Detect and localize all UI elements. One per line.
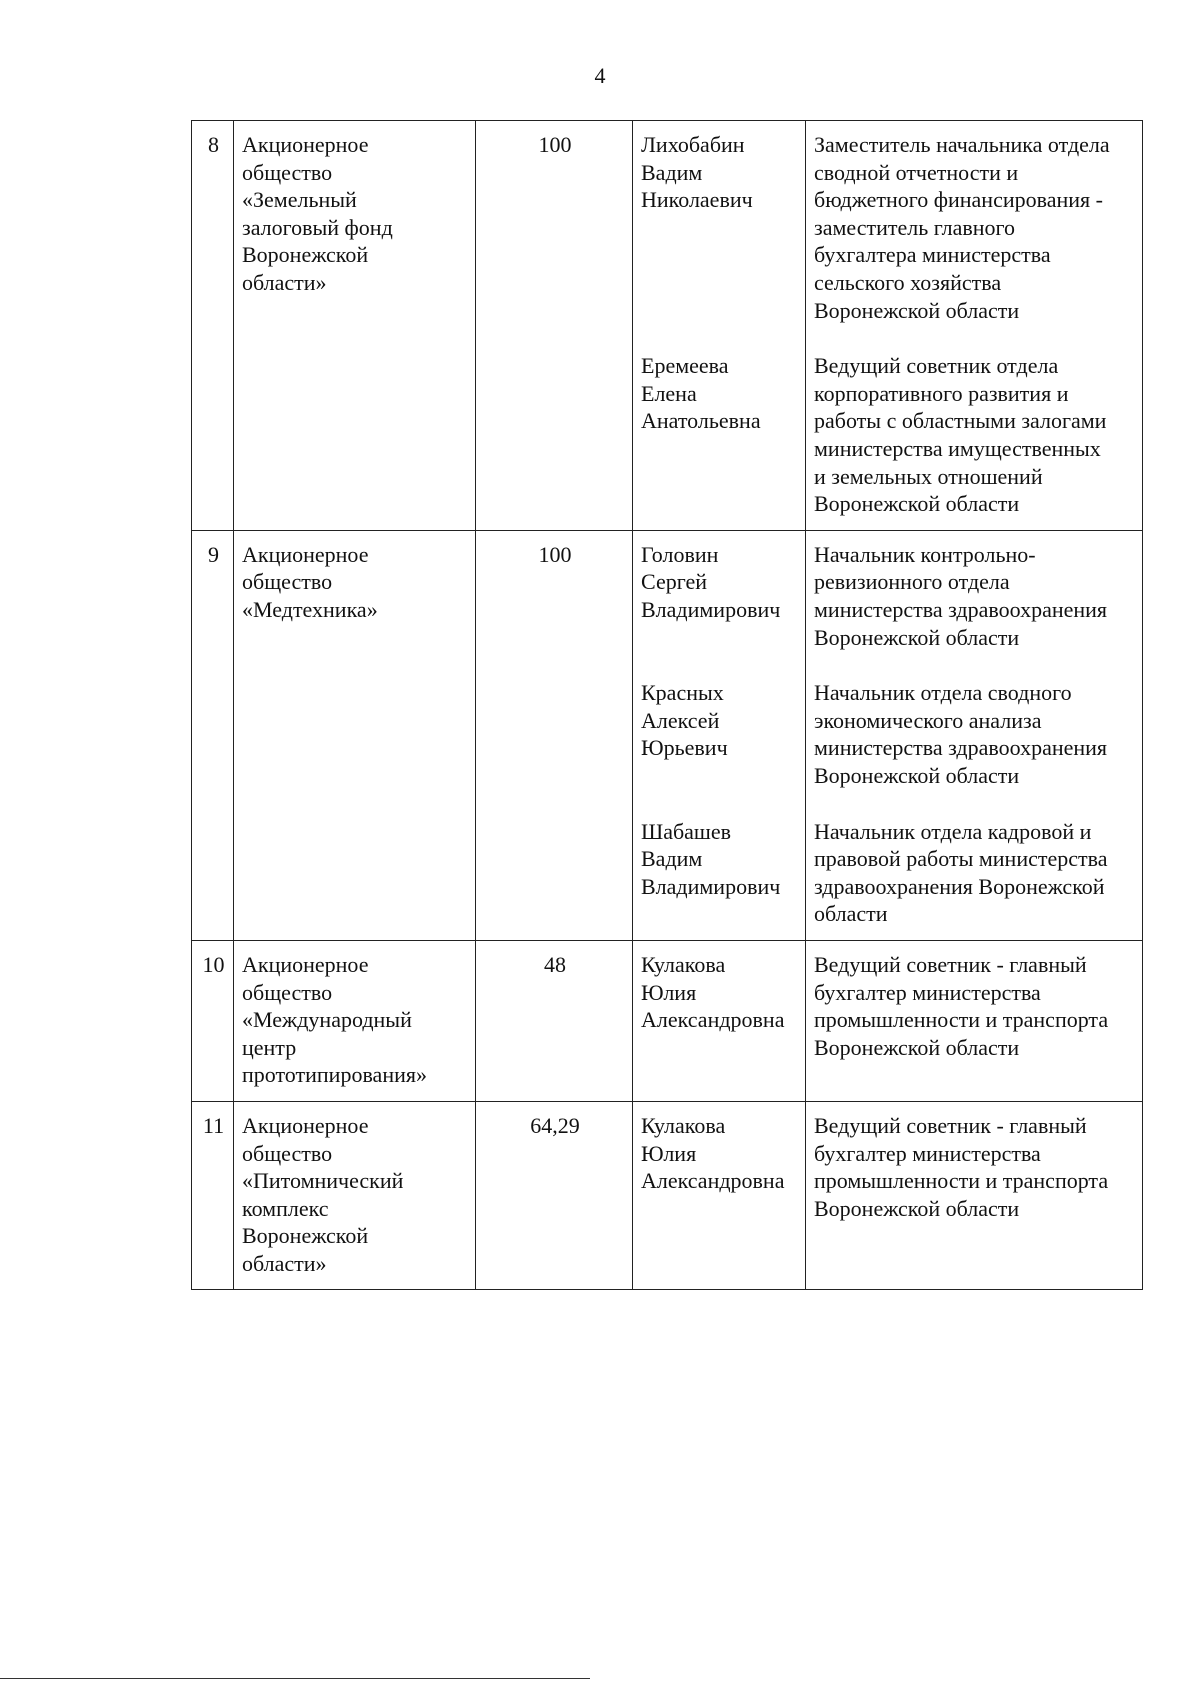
- representative-position: [814, 679, 1136, 789]
- share-percent: 100: [476, 530, 633, 940]
- position-line: бухгалтера министерства: [814, 242, 1051, 268]
- position-line: министерства здравоохранения: [814, 735, 1108, 761]
- position-line: экономического анализа: [814, 707, 1042, 733]
- position-line: Воронежской области: [814, 297, 1020, 323]
- organization-line: «Медтехника»: [242, 596, 378, 622]
- organization-name: [234, 530, 476, 940]
- position-line: работы с областными залогами: [814, 408, 1107, 434]
- organization-line: Акционерное: [242, 951, 369, 977]
- name-line: Алексей: [641, 707, 720, 733]
- position-line: Начальник контрольно-: [814, 541, 1036, 567]
- name-line: Елена: [641, 380, 697, 406]
- position-line: Начальник отдела кадровой и: [814, 818, 1092, 844]
- representative-position: [814, 951, 1136, 1061]
- representative-name: [641, 131, 799, 324]
- position-line: Начальник отдела сводного: [814, 680, 1072, 706]
- organization-line: Акционерное: [242, 541, 369, 567]
- representative-names: [633, 530, 806, 940]
- position-line: промышленности и транспорта: [814, 1168, 1109, 1194]
- position-line: Ведущий советник - главный: [814, 951, 1087, 977]
- name-line: Еремеева: [641, 353, 729, 379]
- position-line: и земельных отношений: [814, 463, 1043, 489]
- row-number: 11: [192, 1101, 234, 1290]
- name-line: Юлия: [641, 1140, 697, 1166]
- organization-line: Воронежской: [242, 1223, 369, 1249]
- organization-line: общество: [242, 159, 333, 185]
- representative-name: [641, 951, 799, 1061]
- organization-line: «Международный: [242, 1007, 412, 1033]
- name-line: Юлия: [641, 979, 697, 1005]
- position-line: промышленности и транспорта: [814, 1007, 1109, 1033]
- position-line: бухгалтер министерства: [814, 1140, 1041, 1166]
- organization-line: комплекс: [242, 1195, 329, 1221]
- name-line: Вадим: [641, 846, 703, 872]
- name-line: Шабашев: [641, 818, 732, 844]
- position-line: Воронежской области: [814, 1195, 1020, 1221]
- representative-names: [633, 1101, 806, 1290]
- table-row: [192, 121, 1143, 531]
- representative-name: [641, 818, 799, 928]
- table-row: [192, 530, 1143, 940]
- footer-rule: [0, 1678, 590, 1679]
- row-number: 10: [192, 940, 234, 1101]
- position-line: министерства здравоохранения: [814, 596, 1108, 622]
- representative-positions: [806, 530, 1143, 940]
- name-line: Кулакова: [641, 951, 726, 977]
- position-line: бюджетного финансирования -: [814, 187, 1103, 213]
- name-line: Александровна: [641, 1168, 785, 1194]
- representative-position: [814, 818, 1136, 928]
- position-line: министерства имущественных: [814, 435, 1101, 461]
- share-percent: 100: [476, 121, 633, 531]
- position-line: сельского хозяйства: [814, 269, 1002, 295]
- representative-positions: [806, 121, 1143, 531]
- organization-line: области»: [242, 269, 327, 295]
- position-line: ревизионного отдела: [814, 569, 1010, 595]
- name-line: Юрьевич: [641, 735, 728, 761]
- organization-line: области»: [242, 1250, 327, 1276]
- position-line: Воронежской области: [814, 491, 1020, 517]
- organization-line: Акционерное: [242, 132, 369, 157]
- representative-position: [814, 131, 1136, 324]
- representative-names: [633, 121, 806, 531]
- position-line: Ведущий советник отдела: [814, 353, 1059, 379]
- organization-line: «Земельный: [242, 187, 357, 213]
- name-line: Александровна: [641, 1007, 785, 1033]
- representative-name: [641, 679, 799, 789]
- organization-line: Воронежской: [242, 242, 369, 268]
- organization-line: центр: [242, 1034, 297, 1060]
- position-line: Воронежской области: [814, 624, 1020, 650]
- position-line: Воронежской области: [814, 1034, 1020, 1060]
- name-line: Вадим: [641, 159, 703, 185]
- organization-line: залоговый фонд: [242, 214, 393, 240]
- organization-line: общество: [242, 1140, 333, 1166]
- organization-line: общество: [242, 569, 333, 595]
- representative-name: [641, 352, 799, 518]
- organization-name: [234, 121, 476, 531]
- position-line: корпоративного развития и: [814, 380, 1069, 406]
- name-line: Анатольевна: [641, 408, 761, 434]
- position-line: заместитель главного: [814, 214, 1016, 240]
- name-line: Николаевич: [641, 187, 753, 213]
- position-line: правовой работы министерства: [814, 846, 1108, 872]
- row-number: 9: [192, 530, 234, 940]
- representative-position: [814, 352, 1136, 518]
- name-line: Сергей: [641, 569, 707, 595]
- name-line: Кулакова: [641, 1112, 726, 1138]
- table-row: [192, 1101, 1143, 1290]
- position-line: здравоохранения Воронежской: [814, 873, 1105, 899]
- representative-positions: [806, 940, 1143, 1101]
- representative-position: [814, 541, 1136, 651]
- organization-line: прототипирования»: [242, 1062, 427, 1088]
- organization-name: [234, 1101, 476, 1290]
- position-line: бухгалтер министерства: [814, 979, 1041, 1005]
- name-line: Головин: [641, 541, 719, 567]
- name-line: Владимирович: [641, 596, 781, 622]
- representative-positions: [806, 1101, 1143, 1290]
- table-row: [192, 940, 1143, 1101]
- representative-names: [633, 940, 806, 1101]
- position-line: Ведущий советник - главный: [814, 1112, 1087, 1138]
- organization-line: «Питомнический: [242, 1168, 404, 1194]
- page-number: 4: [594, 63, 606, 88]
- position-line: области: [814, 901, 888, 927]
- row-number: 8: [192, 121, 234, 531]
- representative-position: [814, 1112, 1136, 1222]
- position-line: сводной отчетности и: [814, 159, 1019, 185]
- organization-line: общество: [242, 979, 333, 1005]
- table-body: [192, 121, 1143, 1290]
- share-percent: 48: [476, 940, 633, 1101]
- name-line: Красных: [641, 680, 724, 706]
- registry-table: [191, 120, 1143, 1290]
- share-percent: 64,29: [476, 1101, 633, 1290]
- position-line: Воронежской области: [814, 762, 1020, 788]
- position-line: Заместитель начальника отдела: [814, 132, 1110, 157]
- representative-name: [641, 1112, 799, 1222]
- representative-name: [641, 541, 799, 651]
- name-line: Лихобабин: [641, 132, 745, 157]
- name-line: Владимирович: [641, 873, 781, 899]
- organization-line: Акционерное: [242, 1112, 369, 1138]
- organization-name: [234, 940, 476, 1101]
